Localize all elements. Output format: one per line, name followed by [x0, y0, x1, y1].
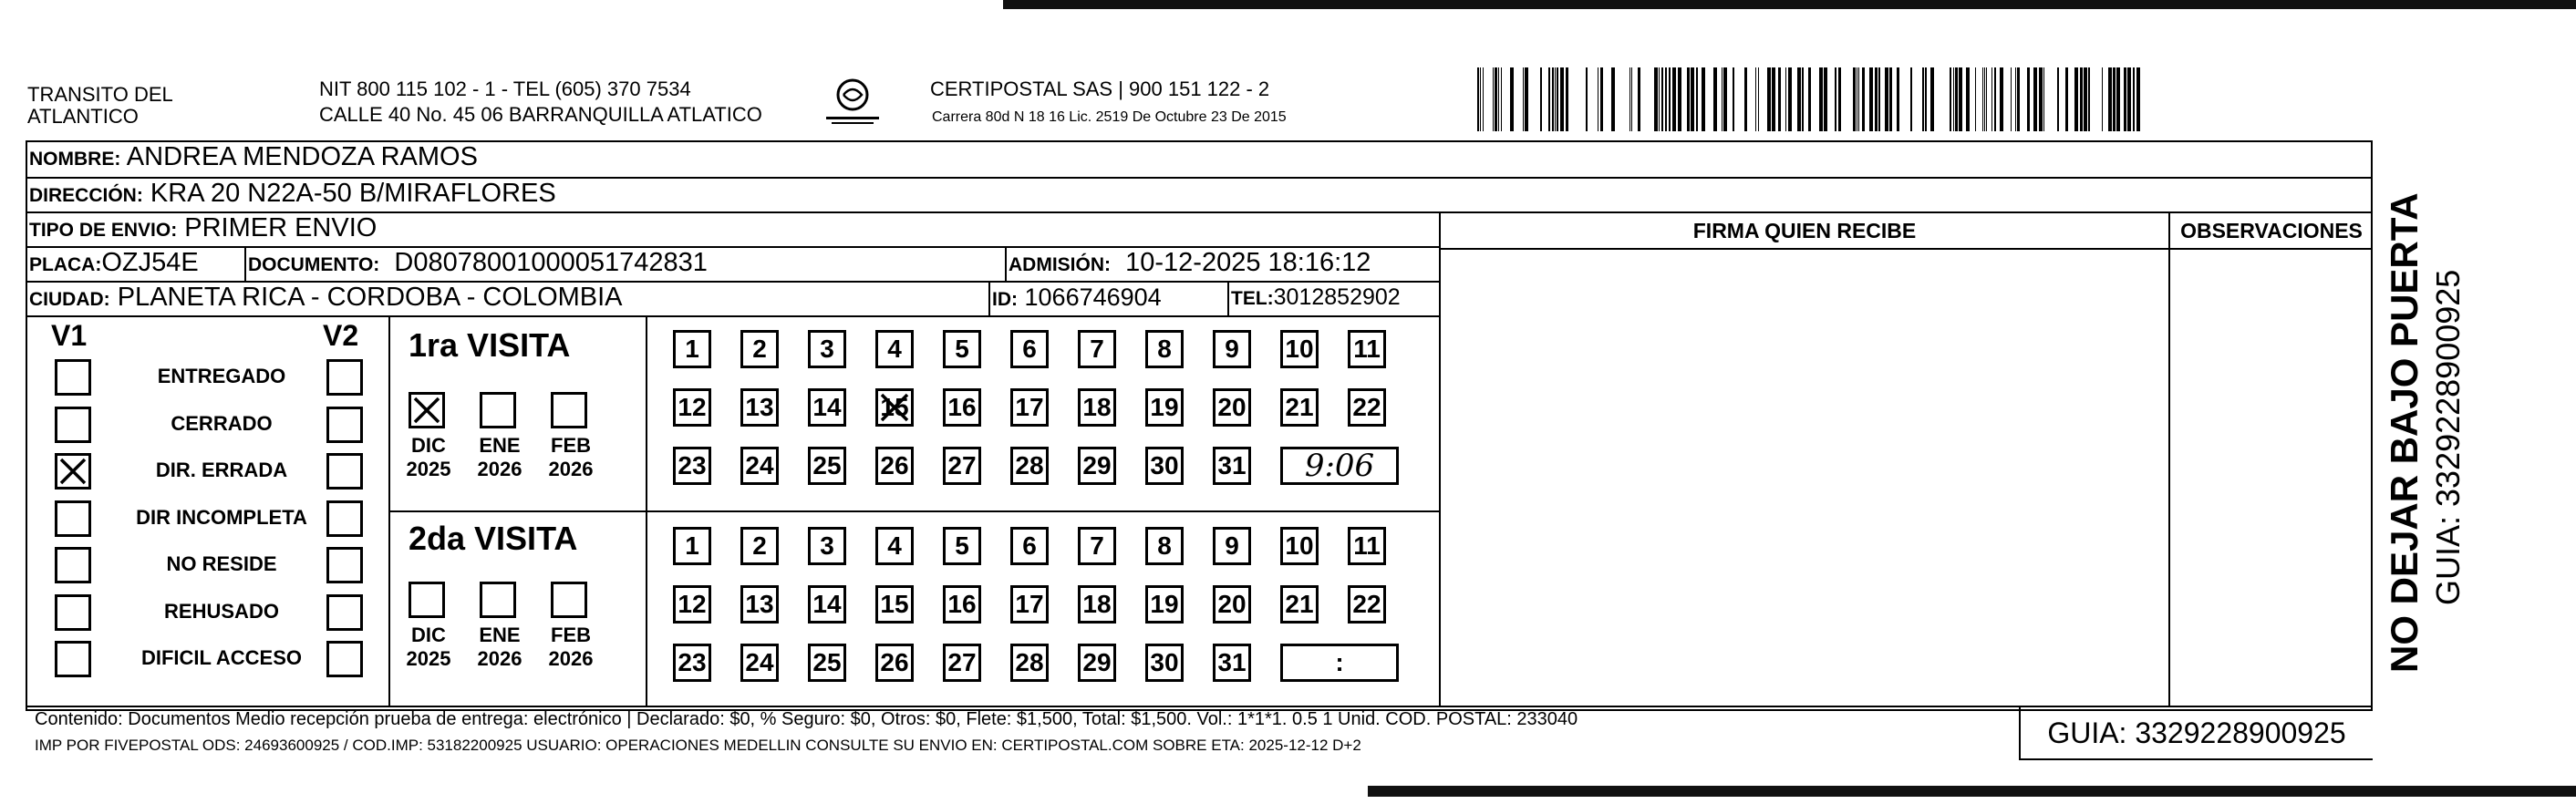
day-box-28[interactable]: 28	[1010, 447, 1049, 485]
status-label: NO RESIDE	[166, 552, 277, 575]
day-box-9[interactable]: 9	[1213, 527, 1251, 565]
row-tipo: TIPO DE ENVIO: PRIMER ENVIO	[26, 211, 1441, 248]
month-label: FEB 2026	[548, 624, 594, 670]
row-nombre: NOMBRE: ANDREA MENDOZA RAMOS	[26, 140, 2373, 179]
v2-checkbox[interactable]	[326, 500, 363, 537]
v2-checkbox[interactable]	[326, 594, 363, 631]
placa-cell: PLACA:OZJ54E	[26, 246, 246, 283]
month-label: ENE 2026	[477, 624, 522, 670]
day-box-28[interactable]: 28	[1010, 644, 1049, 682]
day-box-16[interactable]: 16	[943, 388, 981, 427]
day-box-8[interactable]: 8	[1145, 527, 1184, 565]
placa-value: OZJ54E	[101, 248, 199, 277]
month-checkbox[interactable]	[480, 582, 516, 618]
row-direccion: DIRECCIÓN: KRA 20 N22A-50 B/MIRAFLORES	[26, 177, 2373, 213]
status-label: CERRADO	[171, 411, 273, 435]
v1-checkbox[interactable]	[55, 359, 91, 396]
v1-checkbox[interactable]	[55, 453, 91, 490]
day-box-12[interactable]: 12	[673, 585, 711, 624]
status-label: ENTREGADO	[157, 365, 286, 387]
courier-address: Carrera 80d N 18 16 Lic. 2519 De Octubre 23 De 2015	[932, 109, 1287, 125]
day-box-20[interactable]: 20	[1213, 585, 1251, 624]
day-box-23[interactable]: 23	[673, 644, 711, 682]
scan-edge-bottom	[1368, 786, 2576, 797]
day-box-9[interactable]: 9	[1213, 330, 1251, 368]
contenido-text: Contenido: Documentos Medio recepción prueba de entrega: electrónico | Declarado: $0, % Seguro: $0, Otros: $0, Flete: $1,500, Total: $1,500. Vol.: 1*1*1. 0.5 1 Unid. COD. POSTAL: 233040	[35, 709, 1578, 729]
day-box-14[interactable]: 14	[808, 388, 846, 427]
day-box-30[interactable]: 30	[1145, 644, 1184, 682]
day-box-24[interactable]: 24	[740, 644, 779, 682]
month-label: DIC 2025	[406, 434, 451, 480]
day-box-25[interactable]: 25	[808, 644, 846, 682]
visit1-divider	[646, 315, 647, 706]
scan-edge-top	[1003, 0, 2576, 9]
day-box-15[interactable]: 15	[875, 585, 914, 624]
day-box-19[interactable]: 19	[1145, 585, 1184, 624]
day-box-27[interactable]: 27	[943, 447, 981, 485]
day-box-26[interactable]: 26	[875, 447, 914, 485]
day-box-17[interactable]: 17	[1010, 388, 1049, 427]
day-box-6[interactable]: 6	[1010, 330, 1049, 368]
day-box-13[interactable]: 13	[740, 585, 779, 624]
day-box-22[interactable]: 22	[1348, 388, 1386, 427]
status-label: DIR. ERRADA	[155, 459, 288, 481]
day-box-11[interactable]: 11	[1348, 527, 1386, 565]
tipo-value: PRIMER ENVIO	[184, 213, 378, 242]
v1-checkbox[interactable]	[55, 407, 91, 443]
day-box-17[interactable]: 17	[1010, 585, 1049, 624]
courier-name: CERTIPOSTAL SAS | 900 151 122 - 2	[930, 77, 1270, 100]
nombre-value: ANDREA MENDOZA RAMOS	[126, 142, 478, 171]
day-box-10[interactable]: 10	[1280, 527, 1319, 565]
day-box-20[interactable]: 20	[1213, 388, 1251, 427]
day-box-7[interactable]: 7	[1078, 330, 1116, 368]
day-box-8[interactable]: 8	[1145, 330, 1184, 368]
day-box-13[interactable]: 13	[740, 388, 779, 427]
day-box-3[interactable]: 3	[808, 527, 846, 565]
day-box-2[interactable]: 2	[740, 527, 779, 565]
day-box-15[interactable]: 15	[875, 388, 914, 427]
x-mark-icon	[411, 395, 442, 426]
visit2-title: 2da VISITA	[409, 520, 578, 557]
tel-cell: TEL:3012852902	[1227, 281, 1441, 317]
day-box-31[interactable]: 31	[1213, 447, 1251, 485]
day-box-23[interactable]: 23	[673, 447, 711, 485]
day-box-5[interactable]: 5	[943, 527, 981, 565]
month-checkbox[interactable]	[480, 392, 516, 428]
time-box[interactable]: 9:06	[1280, 447, 1399, 485]
day-box-4[interactable]: 4	[875, 527, 914, 565]
side-warning: NO DEJAR BAJO PUERTA	[2383, 192, 2426, 673]
month-checkbox[interactable]	[551, 392, 587, 428]
day-box-31[interactable]: 31	[1213, 644, 1251, 682]
day-box-4[interactable]: 4	[875, 330, 914, 368]
footer-guia: GUIA: 3329228900925	[2019, 707, 2373, 760]
v2-label: V2	[323, 319, 359, 352]
v2-checkbox[interactable]	[326, 547, 363, 583]
direccion-value: KRA 20 N22A-50 B/MIRAFLORES	[150, 179, 556, 208]
firma-header: FIRMA QUIEN RECIBE	[1441, 213, 2168, 250]
day-box-24[interactable]: 24	[740, 447, 779, 485]
day-box-12[interactable]: 12	[673, 388, 711, 427]
observaciones-header: OBSERVACIONES	[2170, 213, 2373, 250]
tel-value: 3012852902	[1273, 284, 1401, 310]
day-box-11[interactable]: 11	[1348, 330, 1386, 368]
v2-checkbox[interactable]	[326, 453, 363, 490]
x-mark-icon	[878, 391, 911, 424]
imp-text: IMP POR FIVEPOSTAL ODS: 24693600925 / COD.IMP: 53182200925 USUARIO: OPERACIONES MEDELLIN CONSULTE SU ENVIO EN: CERTIPOSTAL.COM SOBRE ETA: 2025-12-12 D+2	[35, 737, 1361, 754]
day-box-5[interactable]: 5	[943, 330, 981, 368]
day-box-18[interactable]: 18	[1078, 585, 1116, 624]
day-box-7[interactable]: 7	[1078, 527, 1116, 565]
day-box-26[interactable]: 26	[875, 644, 914, 682]
v2-checkbox[interactable]	[326, 407, 363, 443]
time-box[interactable]: :	[1280, 644, 1399, 682]
day-box-29[interactable]: 29	[1078, 644, 1116, 682]
admision-value: 10-12-2025 18:16:12	[1125, 248, 1371, 277]
day-box-3[interactable]: 3	[808, 330, 846, 368]
day-box-27[interactable]: 27	[943, 644, 981, 682]
day-box-30[interactable]: 30	[1145, 447, 1184, 485]
month-checkbox[interactable]	[409, 582, 445, 618]
day-box-2[interactable]: 2	[740, 330, 779, 368]
status-label: DIFICIL ACCESO	[140, 646, 302, 669]
documento-cell: DOCUMENTO: D08078001000051742831	[244, 246, 1007, 283]
id-cell: ID: 1066746904	[988, 281, 1229, 317]
status-label: DIR INCOMPLETA	[136, 505, 307, 529]
v1-checkbox[interactable]	[55, 547, 91, 583]
day-box-25[interactable]: 25	[808, 447, 846, 485]
v1-label: V1	[51, 319, 88, 352]
barcode-icon	[1477, 67, 2143, 131]
day-box-29[interactable]: 29	[1078, 447, 1116, 485]
status-label: REHUSADO	[164, 599, 279, 623]
firma-column	[1439, 211, 2170, 706]
certipostal-logo-icon	[813, 77, 892, 128]
month-label: FEB 2026	[548, 434, 594, 480]
day-box-19[interactable]: 19	[1145, 388, 1184, 427]
day-box-21[interactable]: 21	[1280, 585, 1319, 624]
v2-checkbox[interactable]	[326, 359, 363, 396]
issuer-address: CALLE 40 No. 45 06 BARRANQUILLA ATLATICO	[319, 103, 762, 126]
documento-value: D08078001000051742831	[394, 248, 708, 277]
day-box-21[interactable]: 21	[1280, 388, 1319, 427]
ciudad-value: PLANETA RICA - CORDOBA - COLOMBIA	[117, 283, 623, 312]
day-box-10[interactable]: 10	[1280, 330, 1319, 368]
side-guia: GUIA: 3329228900925	[2429, 269, 2467, 605]
v1-checkbox[interactable]	[55, 641, 91, 677]
visit1-title: 1ra VISITA	[409, 326, 571, 364]
day-box-18[interactable]: 18	[1078, 388, 1116, 427]
ciudad-cell: CIUDAD: PLANETA RICA - CORDOBA - COLOMBIA	[26, 281, 990, 317]
day-box-1[interactable]: 1	[673, 330, 711, 368]
id-value: 1066746904	[1024, 283, 1162, 311]
issuer-name: TRANSITO DEL ATLANTICO	[27, 83, 172, 128]
month-label: ENE 2026	[477, 434, 522, 480]
v1-checkbox[interactable]	[55, 500, 91, 537]
v2-checkbox[interactable]	[326, 641, 363, 677]
month-label: DIC 2025	[406, 624, 451, 670]
issuer-nit: NIT 800 115 102 - 1 - TEL (605) 370 7534	[319, 77, 691, 100]
admision-cell: ADMISIÓN: 10-12-2025 18:16:12	[1005, 246, 1441, 283]
month-checkbox[interactable]	[551, 582, 587, 618]
day-box-14[interactable]: 14	[808, 585, 846, 624]
day-box-1[interactable]: 1	[673, 527, 711, 565]
day-box-22[interactable]: 22	[1348, 585, 1386, 624]
v1-checkbox[interactable]	[55, 594, 91, 631]
day-box-6[interactable]: 6	[1010, 527, 1049, 565]
day-box-16[interactable]: 16	[943, 585, 981, 624]
month-checkbox[interactable]	[409, 392, 445, 428]
x-mark-icon	[57, 456, 88, 487]
